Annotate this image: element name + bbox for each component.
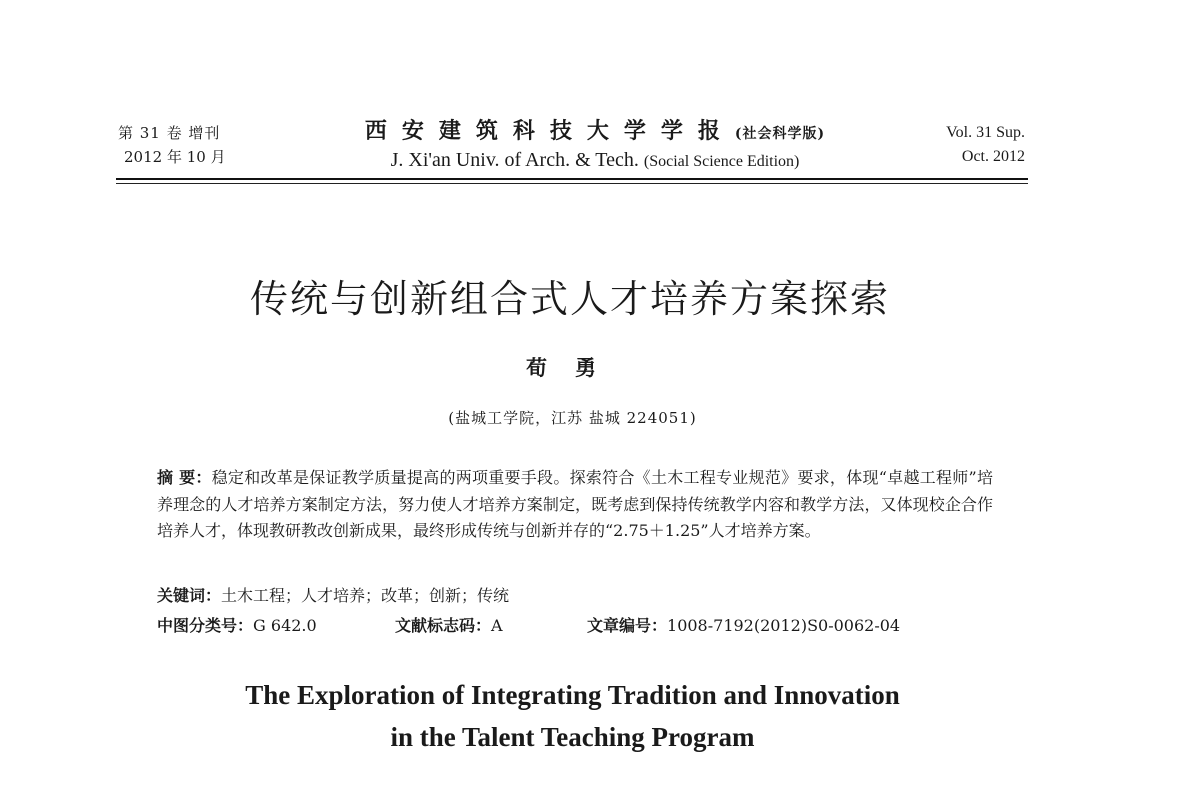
journal-name-cn: 西安建筑科技大学学报 <box>364 118 735 144</box>
header-rule-thin <box>116 183 1028 184</box>
title-en-line2: in the Talent Teaching Program <box>390 722 755 752</box>
issue-info <box>118 121 226 169</box>
keywords-label: 关键词： <box>157 586 222 605</box>
classification-line <box>157 613 1057 636</box>
doc-code-value: A <box>491 616 503 635</box>
volume-issue: 第 31 卷 增刊 <box>118 124 221 142</box>
abstract-text: 稳定和改革是保证教学质量提高的两项重要手段。探索符合《土木工程专业规范》要求，体现“卓越工程师”培养理念的人才培养方案制定方法，努力使人才培养方案制定，既考虑到保持传统教学内容和教学方法，又体现校企合作培养人才，体现教研教改创新成果，最终形成传统与创新并存的“2.75＋1.25”人才培养方案。 <box>157 468 993 540</box>
title-en-line1: The Exploration of Integrating Tradition and Innovation <box>245 680 900 710</box>
clc-number <box>157 613 395 636</box>
clc-value: G 642.0 <box>253 616 317 635</box>
abstract-label: 摘 要： <box>157 468 212 487</box>
journal-name-en: J. Xi'an Univ. of Arch. & Tech. <box>390 149 639 171</box>
article-no-label: 文章编号： <box>587 616 668 635</box>
journal-title-en <box>300 149 890 172</box>
abstract <box>157 465 993 545</box>
article-title-en <box>0 674 1145 758</box>
author-affiliation: (盐城工学院，江苏 盐城 224051) <box>448 409 697 427</box>
journal-edition-cn: (社会科学版) <box>734 126 826 142</box>
keywords-text: 土木工程；人才培养；改革；创新；传统 <box>221 586 510 605</box>
issue-date: 2012 年 10 月 <box>124 148 226 166</box>
keywords <box>157 583 509 606</box>
article-no-value: 1008-7192(2012)S0-0062-04 <box>667 616 901 635</box>
clc-label: 中图分类号： <box>157 616 254 635</box>
doc-code-label: 文献标志码： <box>395 616 492 635</box>
author-name: 荀勇 <box>526 355 624 380</box>
volume-sup: Vol. 31 Sup. <box>946 124 1025 141</box>
article-title-cn: 传统与创新组合式人才培养方案探索 <box>249 277 890 321</box>
journal-masthead <box>300 114 890 172</box>
article-number <box>587 613 900 636</box>
volume-info-en <box>946 121 1025 169</box>
journal-edition-en: (Social Science Edition) <box>643 153 800 170</box>
journal-title-cn <box>365 114 825 145</box>
document-code <box>395 613 587 636</box>
volume-date: Oct. 2012 <box>961 148 1025 165</box>
header-rule-thick <box>116 178 1028 180</box>
